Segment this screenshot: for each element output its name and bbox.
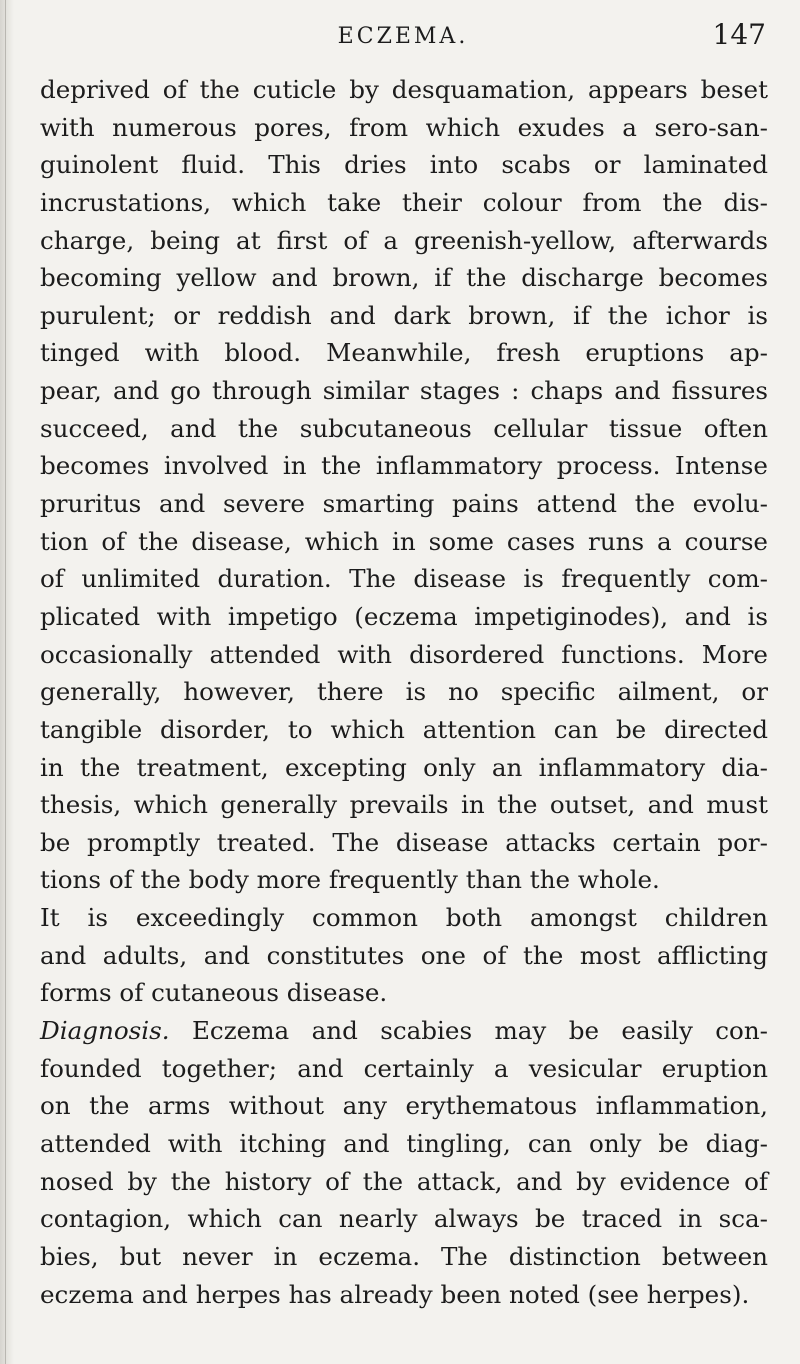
paragraph-last-line: tions of the body more frequently than the whole. xyxy=(40,865,660,895)
text-line: and adults, and constitutes one of the most afflicting xyxy=(40,940,768,970)
text-line: contagion, which can nearly always be traced in sca- xyxy=(40,1204,768,1234)
running-head: ECZEMA. xyxy=(337,24,469,49)
text-line: incrustations, which take their colour from the dis- xyxy=(40,187,768,217)
text-line: generally, however, there is no specific ailment, or xyxy=(40,677,768,707)
text-line: in the treatment, excepting only an inflammatory dia- xyxy=(40,752,768,782)
paragraph-last-line: forms of cutaneous disease. xyxy=(40,978,388,1008)
text-line: plicated with impetigo (eczema impetiginodes), and is xyxy=(40,601,768,631)
text-line: deprived of the cuticle by desquamation, appears beset xyxy=(40,75,768,104)
text-line: charge, being at first of a greenish-yellow, afterwards xyxy=(40,225,768,255)
text-line: tangible disorder, to which attention can be directed xyxy=(40,714,768,744)
text-line: with numerous pores, from which exudes a sero-san- xyxy=(40,112,768,142)
text-line: It is exceedingly common both amongst children xyxy=(40,903,768,933)
diagnosis-line-text: Eczema and scabies may be easily con- xyxy=(191,1016,768,1046)
text-line: pruritus and severe smarting pains attend the evolu- xyxy=(40,489,768,519)
diagnosis-line xyxy=(40,1012,768,1050)
text-line: tion of the disease, which in some cases runs a course xyxy=(40,526,768,556)
diagnosis-heading: Diagnosis. xyxy=(40,1016,170,1046)
page-header xyxy=(40,18,766,52)
text-line: attended with itching and tingling, can only be diag- xyxy=(40,1128,768,1158)
text-line: guinolent fluid. This dries into scabs or laminated xyxy=(40,150,768,180)
text-line: on the arms without any erythematous inflammation, xyxy=(40,1091,768,1121)
text-line: becoming yellow and brown, if the discharge becomes xyxy=(40,263,768,293)
text-line: be promptly treated. The disease attacks certain por- xyxy=(40,827,768,857)
page-binding-edge xyxy=(0,0,14,1364)
text-line: succeed, and the subcutaneous cellular tissue often xyxy=(40,413,768,443)
text-line: becomes involved in the inflammatory process. Intense xyxy=(40,451,768,481)
text-line: pear, and go through similar stages : chaps and fissures xyxy=(40,376,768,406)
paragraph-last-line: eczema and herpes has already been noted (see herpes). xyxy=(40,1279,750,1309)
text-line: purulent; or reddish and dark brown, if the ichor is xyxy=(40,300,768,330)
text-line: tinged with blood. Meanwhile, fresh eruptions ap- xyxy=(40,338,768,368)
text-line: nosed by the history of the attack, and by evidence of xyxy=(40,1166,768,1196)
page-number: 147 xyxy=(712,18,766,51)
body-text xyxy=(40,71,768,1313)
text-line: occasionally attended with disordered functions. More xyxy=(40,639,768,669)
text-line: thesis, which generally prevails in the outset, and must xyxy=(40,790,768,820)
text-line: of unlimited duration. The disease is frequently com- xyxy=(40,564,768,594)
text-line: founded together; and certainly a vesicular eruption xyxy=(40,1053,768,1083)
text-line: bies, but never in eczema. The distinction between xyxy=(40,1241,768,1271)
